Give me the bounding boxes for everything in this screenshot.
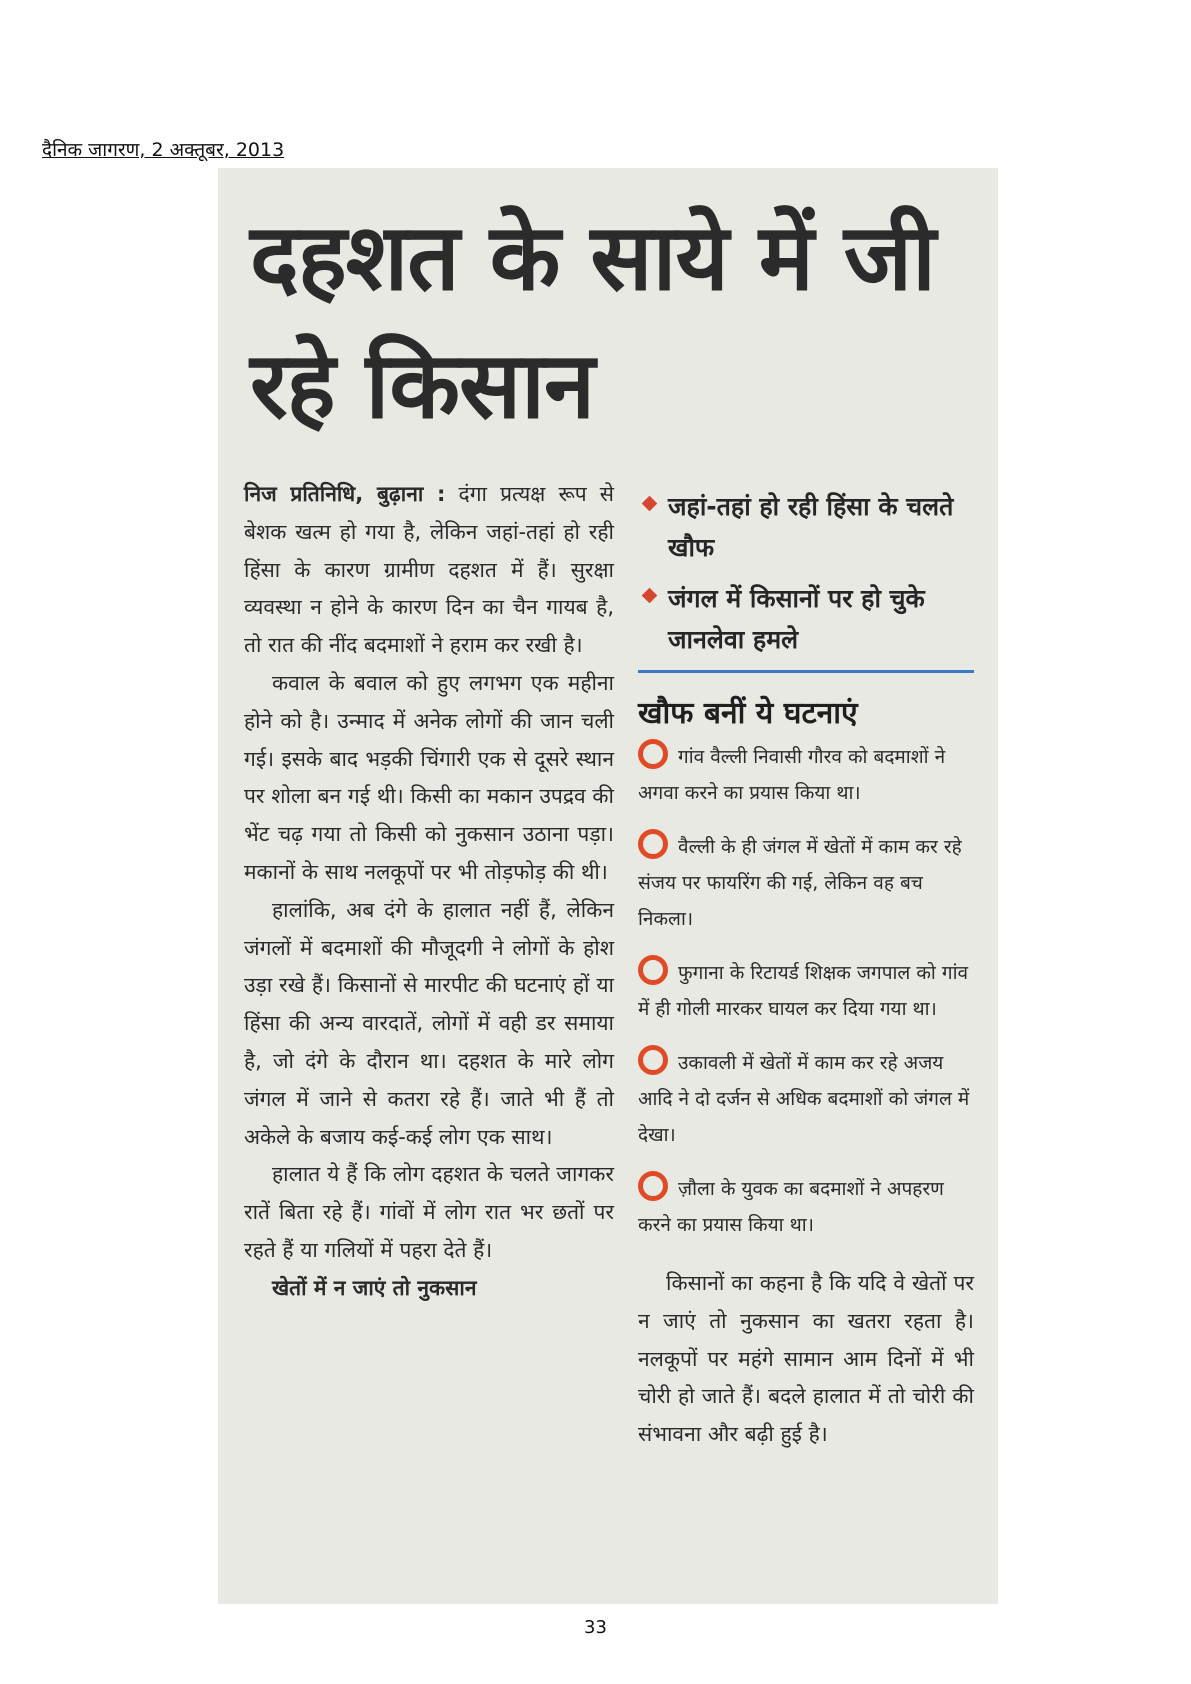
article-paragraph-4: हालात ये हैं कि लोग दहशत के चलते जागकर रातें बिता रहे हैं। गांवों में लोग रात भर छतों पर रहते हैं या गलियों में पहरा देते हैं।: [244, 1162, 614, 1262]
highlight-item: [638, 486, 974, 568]
article-paragraph-2: कवाल के बवाल को हुए लगभग एक महीना होने को है। उन्माद में अनेक लोगों की जान चली गई। इसके बाद भड़की चिंगारी एक से दूसरे स्थान पर शोला बन गई थी। किसी का मकान उपद्रव की भेंट चढ़ गया तो किसी को नुकसान उठाना पड़ा। मकानों के साथ नलकूपों पर भी तोड़फोड़ की थी।: [244, 670, 614, 884]
newspaper-clipping: [218, 168, 998, 1604]
source-line: दैनिक जागरण, 2 अक्तूबर, 2013: [42, 139, 285, 161]
article-paragraph-1: [244, 476, 614, 665]
article-paragraph-3: हालांकि, अब दंगे के हालात नहीं हैं, लेकिन जंगलों में बदमाशों की मौजूदगी ने लोगों के होश उड़ा रखे हैं। किसानों से मारपीट की घटनाएं हों या हिंसा की अन्य वारदातें, लोगों में वही डर समाया है, जो दंगे के दौरान था। दहशत के मारे लोग जंगल में जाने से कतरा रहे हैं। जाते भी हैं तो अकेले के बजाय कई-कई लोग एक साथ।: [244, 897, 614, 1149]
incident-text: वैल्ली के ही जंगल में खेतों में काम कर रहे संजय पर फायरिंग की गई, लेकिन वह बच निकला।: [638, 836, 962, 930]
article-column-left: [244, 476, 614, 1308]
section-divider: [638, 670, 974, 673]
circle-bullet-icon: [638, 1045, 668, 1075]
byline: निज प्रतिनिधि, बुढ़ाना :: [244, 482, 446, 506]
incident-item: [638, 1045, 974, 1153]
highlight-item: [638, 578, 974, 660]
circle-bullet-icon: [638, 1171, 668, 1201]
headline: दहशत के साये में जी रहे किसान: [250, 204, 935, 439]
incident-item: [638, 955, 974, 1027]
highlights-list: [638, 486, 974, 660]
incident-text: ज़ौला के युवक का बदमाशों ने अपहरण करने का प्रयास किया था।: [638, 1178, 944, 1236]
incident-item: [638, 739, 974, 811]
incident-item: [638, 1171, 974, 1243]
diamond-bullet-icon: [642, 588, 658, 604]
incidents-box-title: खौफ बनीं ये घटनाएं: [638, 696, 858, 731]
diamond-bullet-icon: [642, 496, 658, 512]
circle-bullet-icon: [638, 955, 668, 985]
incident-text: गांव वैल्ली निवासी गौरव को बदमाशों ने अगवा करने का प्रयास किया था।: [638, 746, 946, 804]
highlight-text: जहां-तहां हो रही हिंसा के चलते खौफ: [668, 492, 954, 562]
article-closing-paragraph: किसानों का कहना है कि यदि वे खेतों पर न जाएं तो नुकसान का खतरा रहता है। नलकूपों पर महंगे सामान आम दिनों में भी चोरी हो जाते हैं। बदले हालात में तो चोरी की संभावना और बढ़ी हुई है।: [638, 1271, 974, 1447]
incident-item: [638, 829, 974, 937]
incident-text: उकावली में खेतों में काम कर रहे अजय आदि ने दो दर्जन से अधिक बदमाशों को जंगल में देखा।: [638, 1052, 970, 1146]
circle-bullet-icon: [638, 829, 668, 859]
article-column-right: [638, 486, 974, 1454]
circle-bullet-icon: [638, 739, 668, 769]
article-subhead: खेतों में न जाएं तो नुकसान: [272, 1275, 477, 1300]
paragraph-1-text: दंगा प्रत्यक्ष रूप से बेशक खत्म हो गया है, लेकिन जहां-तहां हो रही हिंसा के कारण ग्रामीण दहशत में हैं। सुरक्षा व्यवस्था न होने के कारण दिन का चैन गायब है, तो रात की नींद बदमाशों ने हराम कर रखी है।: [244, 482, 614, 658]
highlight-text: जंगल में किसानों पर हो चुके जानलेवा हमले: [668, 584, 925, 654]
incident-text: फुगाना के रिटायर्ड शिक्षक जगपाल को गांव में ही गोली मारकर घायल कर दिया गया था।: [638, 962, 969, 1020]
page-number: 33: [584, 1617, 607, 1638]
